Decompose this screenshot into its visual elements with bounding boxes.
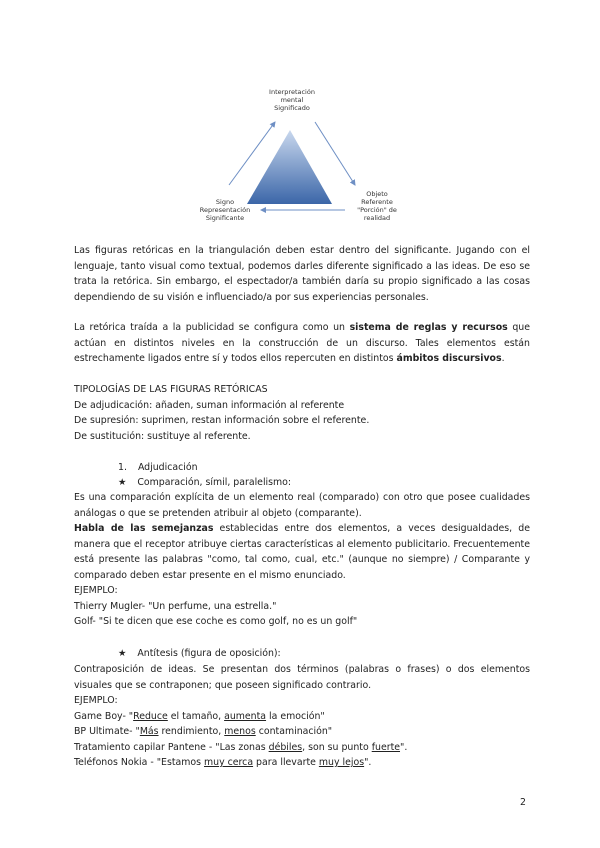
tipologia-sustitucion: De sustitución: sustituye al referente. [74, 430, 251, 442]
page-number: 2 [520, 797, 526, 808]
emphasis-sistema: sistema de reglas y recursos [349, 322, 508, 333]
bullet-comparacion: ★ Comparación, símil, paralelismo: [118, 477, 292, 488]
comparacion-definition: Es una comparación explícita de un elemento real (comparado) con otro que posee cualidades análogas o que se pretenden atribuir al objeto (comparante). [74, 492, 530, 519]
intro-paragraph-1: Las figuras retóricas en la triangulación deben estar dentro del significante. Jugando con el lenguaje, tanto visual como textual, podemos darles diferente significado a las ideas. De eso se trata la retórica. Sin embargo, el espectador/a también daría su propio significado a las cosas dependiendo de su visión e influenciado/a por sus experiencias personales. [74, 245, 530, 303]
antitesis-definition: Contraposición de ideas. Se presentan dos términos (palabras o frases) o dos elementos visuales que se contraponen; que poseen significado contrario. [74, 664, 530, 691]
emphasis-ambitos: ámbitos discursivos [396, 353, 502, 364]
tipologia-supresion: De supresión: suprimen, restan información sobre el referente. [74, 415, 370, 426]
ejemplo-thierry-mugler: Thierry Mugler- "Un perfume, una estrella." [74, 600, 277, 612]
diagram-label-significado: Interpretación mental Significado [269, 88, 315, 112]
ejemplo-bp-ultimate: BP Ultimate- "Más rendimiento, menos contaminación" [74, 726, 333, 737]
ejemplo-pantene: Tratamiento capilar Pantene - "Las zonas débiles, son su punto fuerte". [74, 741, 408, 753]
triangle-shape [247, 130, 332, 204]
bullet-antitesis: ★ Antítesis (figura de oposición): [118, 648, 281, 659]
comparacion-ejemplos [74, 583, 530, 630]
tipologias-section [74, 382, 530, 444]
diagram-label-referente: Objeto Referente "Porción" de realidad [357, 190, 397, 222]
antitesis-ejemplos [74, 693, 530, 771]
list-number: 1. [118, 462, 127, 473]
ejemplo-heading: EJEMPLO: [74, 695, 118, 706]
tipologias-heading: TIPOLOGÍAS DE LAS FIGURAS RETÓRICAS [74, 384, 268, 395]
star-bullet-icon: ★ [118, 477, 127, 488]
ejemplo-heading: EJEMPLO: [74, 585, 118, 596]
intro-paragraph-2: La retórica traída a la publicidad se configura como un sistema de reglas y recursos que actúan en distintos niveles en la construcción de un discurso. Tales elementos están estrechamente ligados entre sí y todos ellos repercuten en distintos ámbitos discursivos. [74, 322, 531, 364]
star-bullet-icon: ★ [118, 648, 127, 659]
list-title: Adjudicación [137, 462, 198, 473]
tipologia-adjudicacion: De adjudicación: añaden, suman información al referente [74, 399, 345, 411]
semiotic-triangle-diagram [185, 82, 425, 242]
arrow-top-to-right [315, 122, 355, 185]
list-item-adjudicacion [118, 460, 198, 475]
comparacion-semejanzas: Habla de las semejanzas establecidas entre dos elementos, a veces desigualdades, de manera que el receptor atribuye ciertas características al elemento publicitario. Frecuentemente está presente las palabras "como, tal como, cual, etc." (aunque no siempre) / Comparante y comparado deben estar presente en el mismo enunciado. [74, 523, 530, 581]
diagram-label-significante: Signo Representación Significante [199, 198, 251, 222]
ejemplo-game-boy: Game Boy- "Reduce el tamaño, aumenta la emoción" [74, 710, 325, 722]
ejemplo-golf: Golf- "Si te dicen que ese coche es como golf, no es un golf" [74, 616, 358, 627]
ejemplo-nokia: Teléfonos Nokia - "Estamos muy cerca para llevarte muy lejos". [74, 757, 372, 768]
emphasis-semejanzas: Habla de las semejanzas [74, 523, 214, 534]
